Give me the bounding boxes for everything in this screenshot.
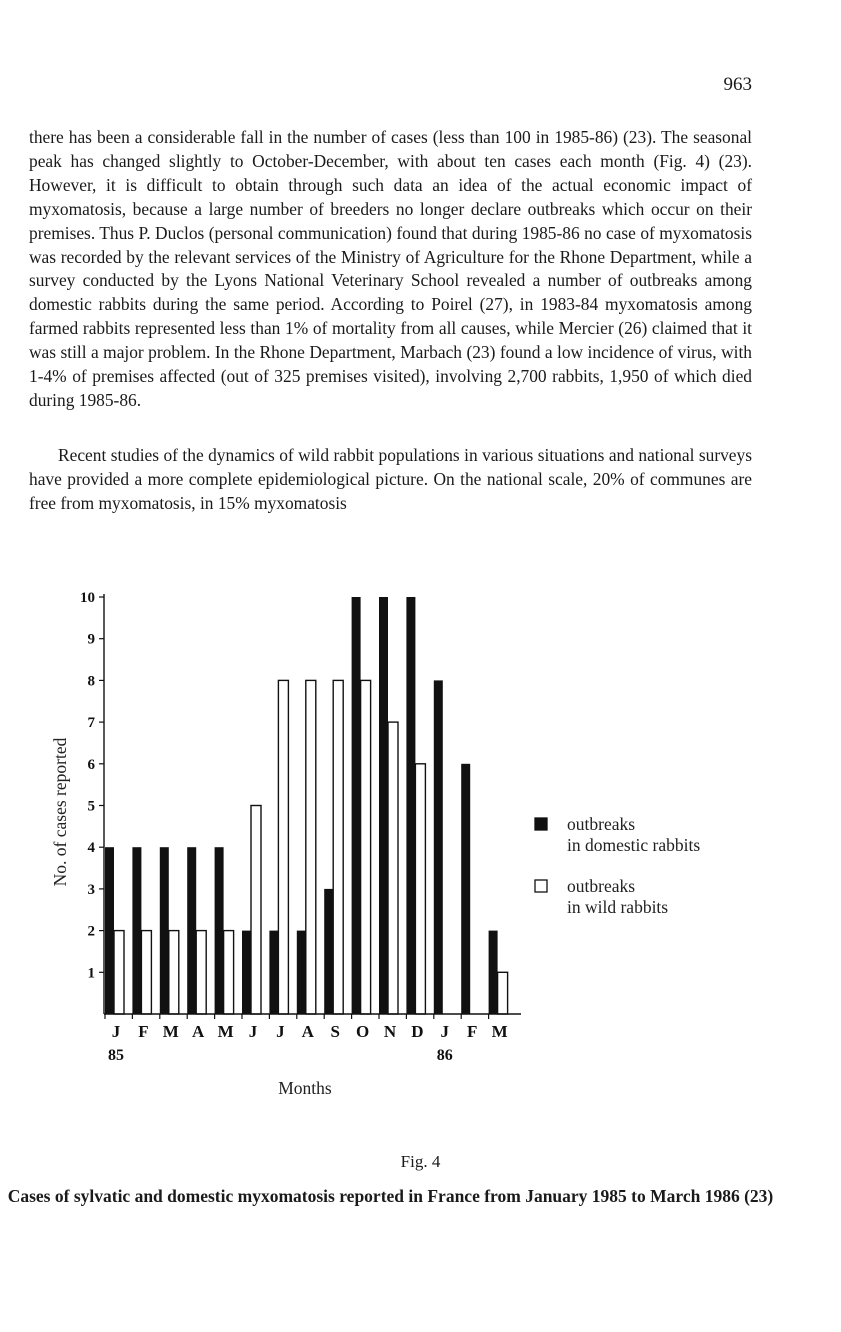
- bar-domestic-8: [297, 931, 306, 1014]
- bar-wild-9: [333, 680, 343, 1014]
- legend-label-1-line-1: outbreaks: [567, 814, 636, 834]
- bar-domestic-6: [242, 931, 251, 1014]
- x-tick-label-15: M: [491, 1022, 508, 1041]
- bar-domestic-2: [132, 847, 141, 1014]
- x-tick-label-3: M: [162, 1022, 179, 1041]
- y-tick-label-6: 6: [87, 756, 95, 773]
- y-tick-label-5: 5: [87, 798, 95, 815]
- y-tick-label-3: 3: [87, 881, 95, 898]
- bar-wild-2: [141, 931, 151, 1014]
- x-tick-label-13: J: [440, 1022, 450, 1041]
- legend-label-2-line-1: outbreaks: [567, 876, 636, 896]
- y-tick-label-7: 7: [87, 715, 95, 732]
- x-tick-label-11: N: [383, 1022, 397, 1041]
- legend-label-1-line-2: in domestic rabbits: [567, 835, 701, 855]
- y-tick-label-9: 9: [87, 631, 95, 648]
- bar-domestic-15: [489, 931, 498, 1014]
- bar-domestic-13: [434, 680, 443, 1014]
- year-label-86: 86: [436, 1047, 453, 1064]
- y-tick-label-4: 4: [87, 840, 95, 857]
- bar-wild-8: [306, 680, 316, 1014]
- x-tick-label-5: M: [217, 1022, 234, 1041]
- x-tick-label-12: D: [411, 1022, 424, 1041]
- x-tick-label-7: J: [276, 1022, 285, 1041]
- y-tick-label-10: 10: [80, 590, 95, 606]
- bar-domestic-1: [105, 847, 114, 1014]
- legend-swatch-1: [535, 818, 547, 830]
- body-paragraph-2: Recent studies of the dynamics of wild rabbit populations in various situations and national surveys have provided a more complete epidemiological picture. On the national scale, 20% of communes are free from myxomatosis, in 15% myxomatosis: [29, 445, 752, 513]
- x-tick-label-1: J: [111, 1022, 121, 1041]
- bar-wild-5: [224, 931, 234, 1014]
- figure-label: Fig. 4: [400, 1152, 441, 1171]
- year-label-85: 85: [108, 1047, 124, 1064]
- bar-wild-11: [388, 722, 398, 1014]
- bar-wild-7: [278, 680, 288, 1014]
- x-tick-label-6: J: [248, 1022, 258, 1041]
- bar-domestic-11: [379, 597, 388, 1014]
- x-tick-label-14: F: [467, 1022, 478, 1041]
- bar-domestic-14: [461, 764, 470, 1014]
- bar-wild-3: [169, 931, 179, 1014]
- bar-domestic-12: [406, 597, 415, 1014]
- legend-swatch-2: [535, 880, 547, 892]
- bar-domestic-7: [269, 931, 278, 1014]
- y-tick-label-1: 1: [87, 965, 95, 982]
- bar-wild-1: [114, 931, 124, 1014]
- x-tick-label-2: F: [138, 1022, 149, 1041]
- bar-domestic-9: [324, 889, 333, 1014]
- bar-wild-4: [196, 931, 206, 1014]
- x-axis-title: Months: [278, 1078, 332, 1098]
- bar-domestic-5: [215, 847, 224, 1014]
- body-paragraph-1: there has been a considerable fall in the number of cases (less than 100 in 1985-86) (23). The seasonal peak has changed slightly to October-December, with about ten cases each month (Fig. 4) (23). However, it is difficult to obtain through such data an idea of the actual economic impact of myxomatosis, because a large number of breeders no longer declare outbreaks which occur on their premises. Thus P. Duclos (personal communication) found that during 1985-86 no case of myxomatosis was recorded by the relevant services of the Ministry of Agriculture for the Rhone Department, while a survey conducted by the Lyons National Veterinary School revealed a number of outbreaks among domestic rabbits during the same period. According to Poirel (27), in 1983-84 myxomatosis among farmed rabbits represented less than 1% of mortality from all causes, while Mercier (26) claimed that it was still a major problem. In the Rhone Department, Marbach (23) found a low incidence of virus, with 1-4% of premises affected (out of 325 premises visited), involving 2,700 rabbits, 1,950 of which died during 1985-86.: [29, 127, 752, 410]
- x-tick-label-8: A: [301, 1022, 314, 1041]
- bar-wild-6: [251, 806, 261, 1015]
- bar-domestic-10: [352, 597, 361, 1014]
- page-number: 963: [723, 74, 752, 95]
- bar-wild-15: [498, 972, 508, 1014]
- bar-wild-12: [415, 764, 425, 1014]
- y-tick-label-2: 2: [87, 923, 95, 940]
- bar-domestic-4: [187, 847, 196, 1014]
- figure-caption: Cases of sylvatic and domestic myxomatosis reported in France from January 1985 to March 1986 (23): [7, 1186, 774, 1206]
- figure-4-chart: [0, 590, 841, 1135]
- x-tick-label-9: S: [330, 1022, 340, 1041]
- y-axis-title: No. of cases reported: [50, 737, 70, 887]
- x-tick-label-10: O: [355, 1022, 370, 1041]
- y-tick-label-8: 8: [87, 673, 95, 690]
- x-tick-label-4: A: [192, 1022, 205, 1041]
- bar-domestic-3: [160, 847, 169, 1014]
- legend-label-2-line-2: in wild rabbits: [567, 897, 669, 917]
- bar-wild-10: [361, 680, 371, 1014]
